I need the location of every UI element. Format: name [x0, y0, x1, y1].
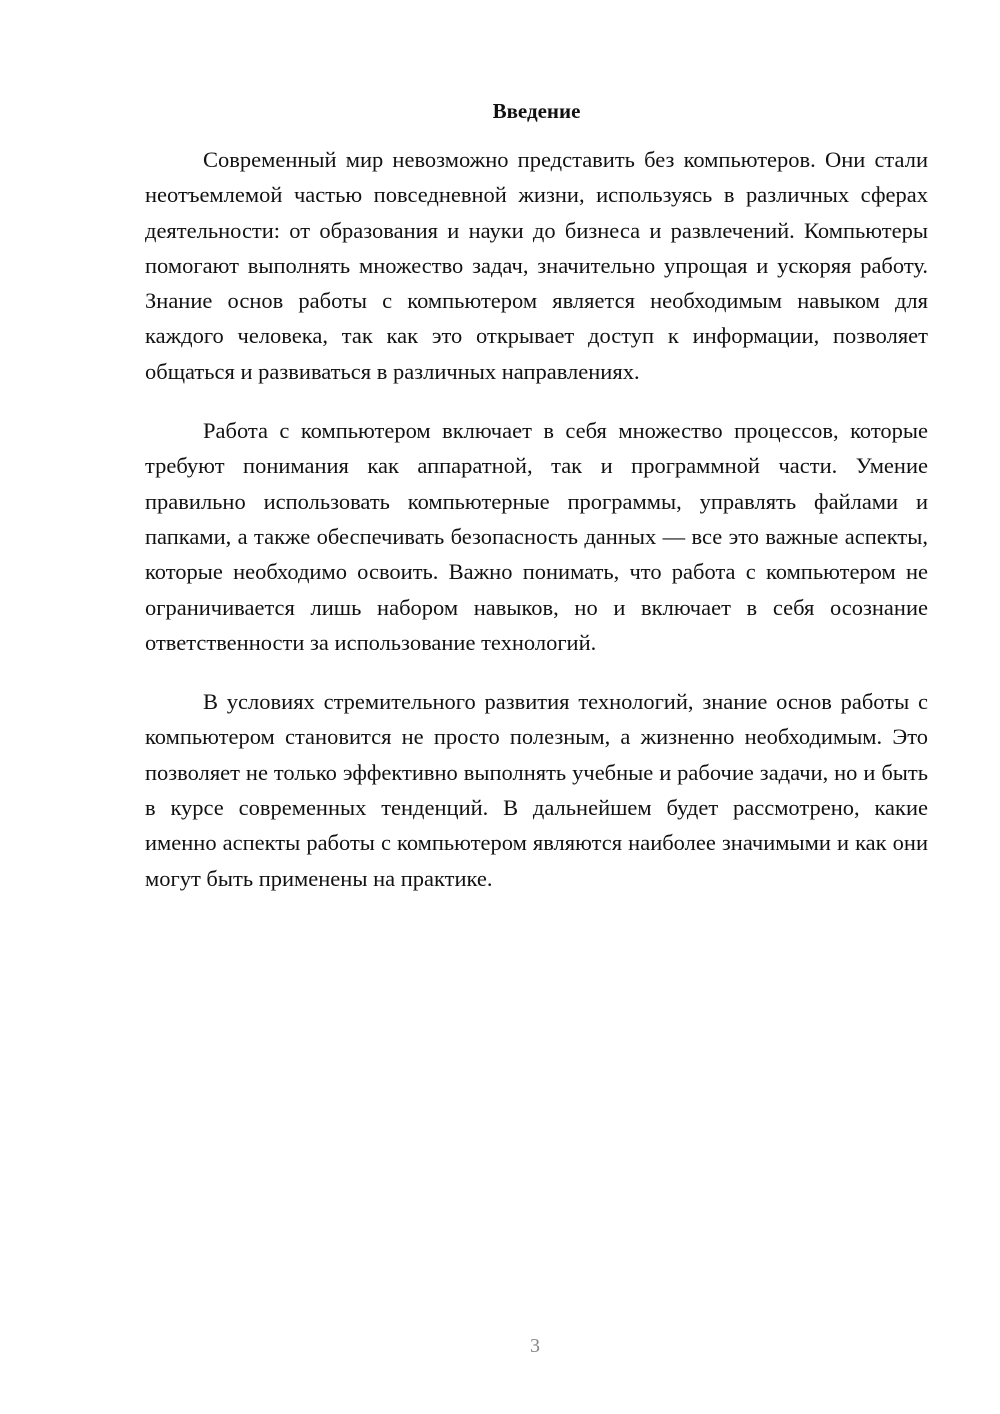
paragraph-1: Современный мир невозможно представить без компьютеров. Они стали неотъемлемой частью повседневной жизни, используясь в различных сферах деятельности: от образования и науки до бизнеса и развлечений. Компьютеры помогают выполнять множество задач, значительно упрощая и ускоряя работу. Знание основ работы с компьютером является необходимым навыком для каждого человека, так как это открывает доступ к информации, позволяет общаться и развиваться в различных направлениях.	[145, 147, 928, 384]
document-body	[145, 142, 928, 920]
paragraph-3: В условиях стремительного развития технологий, знание основ работы с компьютером становится не просто полезным, а жизненно необходимым. Это позволяет не только эффективно выполнять учебные и рабочие задачи, но и быть в курсе современных тенденций. В дальнейшем будет рассмотрено, какие именно аспекты работы с компьютером являются наиболее значимыми и как они могут быть применены на практике.	[145, 689, 928, 891]
paragraph-2: Работа с компьютером включает в себя множество процессов, которые требуют понимания как аппаратной, так и программной части. Умение правильно использовать компьютерные программы, управлять файлами и папками, а также обеспечивать безопасность данных — все это важные аспекты, которые необходимо освоить. Важно понимать, что работа с компьютером не ограничивается лишь набором навыков, но и включает в себя осознание ответственности за использование технологий.	[145, 418, 928, 655]
page-number: 3	[530, 1335, 540, 1357]
page-title: Введение	[492, 99, 581, 123]
